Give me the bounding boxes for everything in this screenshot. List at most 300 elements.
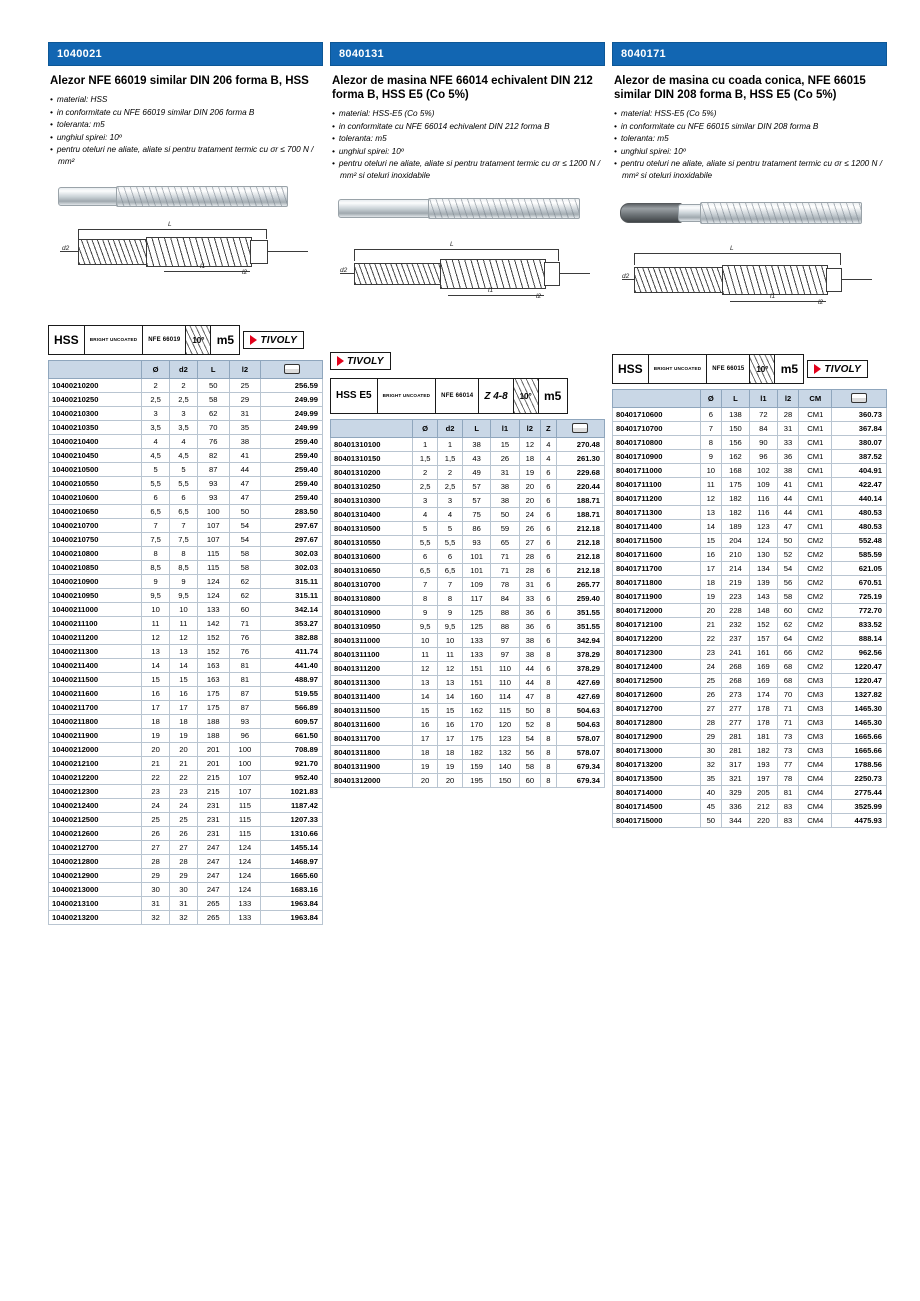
cell-value: 197 xyxy=(749,772,777,786)
cell-price: 360.73 xyxy=(832,408,887,422)
tool-shank xyxy=(338,199,432,218)
table-row[interactable] xyxy=(49,659,323,673)
cell-price: 1683.16 xyxy=(261,883,323,897)
box-icon xyxy=(284,364,300,374)
table-row[interactable] xyxy=(49,869,323,883)
cell-value: 97 xyxy=(491,648,519,662)
cell-article-code: 80401712200 xyxy=(613,632,701,646)
col-l2: l2 xyxy=(519,420,541,438)
cell-price: 1021.83 xyxy=(261,785,323,799)
table-row[interactable] xyxy=(49,757,323,771)
cell-value: 107 xyxy=(197,519,229,533)
cell-value: 124 xyxy=(229,883,261,897)
cell-value: 107 xyxy=(197,533,229,547)
table-row[interactable] xyxy=(613,436,887,450)
table-row[interactable] xyxy=(49,533,323,547)
cell-value: 31 xyxy=(229,407,261,421)
badge-flute-count xyxy=(478,378,513,414)
cell-value: 12 xyxy=(700,492,721,506)
badge-hss-e5 xyxy=(330,378,378,414)
cell-price: 679.34 xyxy=(556,760,604,774)
table-row[interactable] xyxy=(49,855,323,869)
cell-value: 28 xyxy=(519,564,541,578)
cell-value: 268 xyxy=(721,674,749,688)
cell-value: 14 xyxy=(413,690,438,704)
cell-value: 47 xyxy=(519,690,541,704)
table-row[interactable] xyxy=(613,730,887,744)
cell-value: 115 xyxy=(229,799,261,813)
tool-taper-shank xyxy=(620,203,682,223)
cell-value: 93 xyxy=(197,477,229,491)
cell-value: 2 xyxy=(413,466,438,480)
cell-value: 76 xyxy=(229,631,261,645)
cell-value: 188 xyxy=(197,715,229,729)
cell-value: 29 xyxy=(170,869,198,883)
cell-value: 84 xyxy=(491,592,519,606)
cell-value: 9 xyxy=(700,450,721,464)
cell-value: 130 xyxy=(749,548,777,562)
cell-value: 6 xyxy=(541,606,556,620)
table-row[interactable] xyxy=(49,799,323,813)
table-row[interactable] xyxy=(49,785,323,799)
cell-price: 315.11 xyxy=(261,589,323,603)
cell-value: CM1 xyxy=(799,506,832,520)
cell-value: 62 xyxy=(229,589,261,603)
cell-value: 3 xyxy=(142,407,170,421)
table-row[interactable] xyxy=(331,564,605,578)
table-row[interactable] xyxy=(613,534,887,548)
table-row[interactable] xyxy=(49,449,323,463)
cell-value: 13 xyxy=(413,676,438,690)
cell-value: 115 xyxy=(229,813,261,827)
table-row[interactable] xyxy=(613,688,887,702)
brand-logo-tivoly xyxy=(243,331,304,349)
cell-value: 204 xyxy=(721,534,749,548)
table-row[interactable] xyxy=(49,673,323,687)
brand-label: TIVOLY xyxy=(824,363,861,375)
badge-label: NFE 66019 xyxy=(148,337,181,343)
badge-norm xyxy=(142,325,186,355)
spec-item: • unghiul spirei: 10º xyxy=(332,146,605,158)
table-row[interactable] xyxy=(49,687,323,701)
cell-value: 6 xyxy=(438,550,463,564)
cell-value: 12 xyxy=(413,662,438,676)
cell-value: 14 xyxy=(142,659,170,673)
cell-value: 3 xyxy=(170,407,198,421)
table-row[interactable] xyxy=(331,550,605,564)
spec-item: • toleranta: m5 xyxy=(50,119,323,131)
spec-item: • unghiul spirei: 10º xyxy=(50,132,323,144)
cell-article-code: 10400212400 xyxy=(49,799,142,813)
table-row[interactable] xyxy=(49,631,323,645)
table-row[interactable] xyxy=(331,480,605,494)
cell-article-code: 10400213100 xyxy=(49,897,142,911)
table-row[interactable] xyxy=(49,407,323,421)
cell-price: 259.40 xyxy=(261,477,323,491)
cell-article-code: 10400210450 xyxy=(49,449,142,463)
cell-value: 7,5 xyxy=(170,533,198,547)
col-l2: l2 xyxy=(777,390,798,408)
label-L: L xyxy=(168,221,172,228)
table-row[interactable] xyxy=(613,758,887,772)
table-row[interactable] xyxy=(331,466,605,480)
cell-article-code: 10400212900 xyxy=(49,869,142,883)
table-row[interactable] xyxy=(49,645,323,659)
cell-value: 27 xyxy=(519,536,541,550)
table-row[interactable] xyxy=(49,617,323,631)
cell-article-code: 10400212500 xyxy=(49,813,142,827)
cell-value: 21 xyxy=(142,757,170,771)
table-row[interactable] xyxy=(49,841,323,855)
table-row[interactable] xyxy=(613,520,887,534)
cell-value: 116 xyxy=(749,492,777,506)
table-row[interactable] xyxy=(49,827,323,841)
cell-value: 13 xyxy=(438,676,463,690)
cell-price: 351.55 xyxy=(556,606,604,620)
label-l2: l2 xyxy=(536,293,542,300)
table-row[interactable] xyxy=(331,452,605,466)
cell-value: 36 xyxy=(519,620,541,634)
table-row[interactable] xyxy=(331,704,605,718)
cell-value: 56 xyxy=(519,746,541,760)
table-row[interactable] xyxy=(613,786,887,800)
cell-value: 115 xyxy=(197,547,229,561)
table-row[interactable] xyxy=(49,603,323,617)
cell-value: 125 xyxy=(463,606,491,620)
cell-value: 25 xyxy=(700,674,721,688)
table-row[interactable] xyxy=(613,478,887,492)
cell-value: 125 xyxy=(463,620,491,634)
cell-value: 336 xyxy=(721,800,749,814)
cell-value: 5,5 xyxy=(170,477,198,491)
cell-price: 261.30 xyxy=(556,452,604,466)
tool-flutes xyxy=(700,202,862,224)
cell-value: 195 xyxy=(463,774,491,788)
cell-value: 31 xyxy=(777,422,798,436)
cell-value: 344 xyxy=(721,814,749,828)
table-row[interactable] xyxy=(331,732,605,746)
cell-value: 281 xyxy=(721,730,749,744)
cell-price: 585.59 xyxy=(832,548,887,562)
cell-value: 178 xyxy=(749,702,777,716)
table-row[interactable] xyxy=(49,729,323,743)
cell-value: CM2 xyxy=(799,576,832,590)
cell-value: 27 xyxy=(700,702,721,716)
cell-article-code: 80401310800 xyxy=(331,592,413,606)
table-row[interactable] xyxy=(331,522,605,536)
table-row[interactable] xyxy=(613,492,887,506)
cell-price: 270.48 xyxy=(556,438,604,452)
cell-value: 8 xyxy=(413,592,438,606)
cell-value: 7 xyxy=(438,578,463,592)
cell-value: 156 xyxy=(721,436,749,450)
cell-value: 8 xyxy=(700,436,721,450)
table-row[interactable] xyxy=(331,592,605,606)
table-row[interactable] xyxy=(49,575,323,589)
table-row[interactable] xyxy=(49,589,323,603)
cell-value: 143 xyxy=(749,590,777,604)
table-row[interactable] xyxy=(331,774,605,788)
table-row[interactable] xyxy=(331,676,605,690)
product-illustration-1 xyxy=(48,173,323,323)
cell-price: 1665.60 xyxy=(261,869,323,883)
cell-value: CM1 xyxy=(799,478,832,492)
table-row[interactable] xyxy=(49,743,323,757)
table-row[interactable] xyxy=(49,477,323,491)
badge-helix-angle xyxy=(749,354,775,384)
cell-value: 107 xyxy=(229,785,261,799)
cell-value: 22 xyxy=(142,771,170,785)
cell-article-code: 80401311400 xyxy=(331,690,413,704)
table-row[interactable] xyxy=(331,746,605,760)
cell-value: 20 xyxy=(142,743,170,757)
cell-value: 87 xyxy=(229,701,261,715)
cell-article-code: 80401310400 xyxy=(331,508,413,522)
cell-value: CM2 xyxy=(799,632,832,646)
cell-value: 62 xyxy=(777,618,798,632)
table-row[interactable] xyxy=(613,548,887,562)
cell-article-code: 10400210650 xyxy=(49,505,142,519)
cell-value: 133 xyxy=(463,648,491,662)
cell-value: CM1 xyxy=(799,422,832,436)
cell-value: 18 xyxy=(170,715,198,729)
cell-value: 14 xyxy=(438,690,463,704)
cell-value: 5 xyxy=(142,463,170,477)
badge-tolerance xyxy=(774,354,804,384)
table-row[interactable] xyxy=(331,620,605,634)
cell-value: 228 xyxy=(721,604,749,618)
table-row[interactable] xyxy=(49,421,323,435)
cell-article-code: 80401311500 xyxy=(331,704,413,718)
cell-article-code: 80401711400 xyxy=(613,520,701,534)
label-l1: l1 xyxy=(488,287,494,294)
cell-value: 44 xyxy=(777,506,798,520)
col-barcode xyxy=(331,420,413,438)
cell-value: CM3 xyxy=(799,744,832,758)
table-row[interactable] xyxy=(613,408,887,422)
badge-tolerance xyxy=(210,325,240,355)
cell-price: 249.99 xyxy=(261,393,323,407)
table-row[interactable] xyxy=(331,648,605,662)
table-row[interactable] xyxy=(613,590,887,604)
cell-value: 15 xyxy=(142,673,170,687)
cell-value: 26 xyxy=(142,827,170,841)
table-row[interactable] xyxy=(49,505,323,519)
table-row[interactable] xyxy=(331,438,605,452)
cell-value: 6 xyxy=(541,480,556,494)
table-row[interactable] xyxy=(613,450,887,464)
cell-price: 283.50 xyxy=(261,505,323,519)
cell-price: 480.53 xyxy=(832,520,887,534)
cell-value: 43 xyxy=(463,452,491,466)
cell-price: 380.07 xyxy=(832,436,887,450)
cell-article-code: 80401310200 xyxy=(331,466,413,480)
cell-value: 96 xyxy=(749,450,777,464)
table-body-3 xyxy=(613,408,887,828)
cell-value: 101 xyxy=(463,550,491,564)
cell-value: 44 xyxy=(519,676,541,690)
cell-value: 170 xyxy=(463,718,491,732)
cell-value: 70 xyxy=(197,421,229,435)
cell-value: 7 xyxy=(413,578,438,592)
table-row[interactable] xyxy=(613,576,887,590)
cell-value: 50 xyxy=(491,508,519,522)
cell-value: 60 xyxy=(777,604,798,618)
table-row[interactable] xyxy=(49,547,323,561)
cell-value: 182 xyxy=(721,506,749,520)
cell-value: 25 xyxy=(142,813,170,827)
cell-value: 96 xyxy=(229,729,261,743)
cell-value: 16 xyxy=(700,548,721,562)
cell-value: 50 xyxy=(229,505,261,519)
cell-value: 22 xyxy=(700,632,721,646)
triangle-icon xyxy=(814,364,821,374)
feature-badges-3 xyxy=(612,354,887,384)
table-row[interactable] xyxy=(331,494,605,508)
table-row[interactable] xyxy=(49,379,323,393)
cell-price: 212.18 xyxy=(556,522,604,536)
cell-value: 11 xyxy=(170,617,198,631)
cell-value: 124 xyxy=(749,534,777,548)
cell-value: 18 xyxy=(700,576,721,590)
cell-value: 117 xyxy=(463,592,491,606)
cell-price: 404.91 xyxy=(832,464,887,478)
table-row[interactable] xyxy=(613,674,887,688)
cell-value: 82 xyxy=(197,449,229,463)
table-row[interactable] xyxy=(613,800,887,814)
cell-value: 150 xyxy=(491,774,519,788)
table-row[interactable] xyxy=(49,701,323,715)
cell-value: 169 xyxy=(749,674,777,688)
cell-value: 24 xyxy=(142,799,170,813)
cell-value: 38 xyxy=(463,438,491,452)
table-row[interactable] xyxy=(613,562,887,576)
table-row[interactable] xyxy=(613,702,887,716)
cell-value: 28 xyxy=(777,408,798,422)
cell-value: 7 xyxy=(700,422,721,436)
table-row[interactable] xyxy=(331,578,605,592)
cell-article-code: 10400213200 xyxy=(49,911,142,925)
table-row[interactable] xyxy=(613,646,887,660)
cell-value: 6 xyxy=(541,494,556,508)
cell-value: 23 xyxy=(170,785,198,799)
col-price xyxy=(832,390,887,408)
table-row[interactable] xyxy=(331,606,605,620)
table-row[interactable] xyxy=(613,772,887,786)
table-row[interactable] xyxy=(49,715,323,729)
table-row[interactable] xyxy=(49,463,323,477)
cell-value: CM4 xyxy=(799,800,832,814)
cell-price: 519.55 xyxy=(261,687,323,701)
cell-article-code: 10400211700 xyxy=(49,701,142,715)
badge-bright-uncoated xyxy=(648,354,708,384)
cell-value: 35 xyxy=(700,772,721,786)
table-row[interactable] xyxy=(49,911,323,925)
table-row[interactable] xyxy=(331,718,605,732)
table-row[interactable] xyxy=(49,561,323,575)
table-row[interactable] xyxy=(613,422,887,436)
cell-value: 6 xyxy=(700,408,721,422)
badge-label: m5 xyxy=(216,333,235,347)
cell-value: 268 xyxy=(721,660,749,674)
cell-article-code: 80401311200 xyxy=(331,662,413,676)
cell-value: CM2 xyxy=(799,562,832,576)
badge-bright-uncoated xyxy=(84,325,144,355)
table-row[interactable] xyxy=(613,716,887,730)
cell-value: 30 xyxy=(700,744,721,758)
cell-value: 31 xyxy=(142,897,170,911)
drawing-shank xyxy=(354,263,442,285)
cell-price: 353.27 xyxy=(261,617,323,631)
brand-label: TIVOLY xyxy=(347,355,384,367)
table-row[interactable] xyxy=(613,618,887,632)
table-row[interactable] xyxy=(331,634,605,648)
cell-value: 140 xyxy=(491,760,519,774)
table-row[interactable] xyxy=(613,632,887,646)
table-row[interactable] xyxy=(331,662,605,676)
cell-value: 30 xyxy=(142,883,170,897)
cell-value: 24 xyxy=(700,660,721,674)
col-L: L xyxy=(721,390,749,408)
cell-value: 68 xyxy=(777,674,798,688)
technical-drawing xyxy=(622,245,874,315)
table-row[interactable] xyxy=(331,508,605,522)
cell-value: 71 xyxy=(777,716,798,730)
table-row[interactable] xyxy=(49,771,323,785)
cell-price: 315.11 xyxy=(261,575,323,589)
table-row[interactable] xyxy=(49,519,323,533)
table-row[interactable] xyxy=(613,814,887,828)
cell-value: CM2 xyxy=(799,534,832,548)
table-row[interactable] xyxy=(49,393,323,407)
cell-article-code: 80401713000 xyxy=(613,744,701,758)
cell-value: 38 xyxy=(519,634,541,648)
cell-value: 58 xyxy=(519,760,541,774)
spec-item: • in conformitate cu NFE 66019 similar DIN 206 forma B xyxy=(50,107,323,119)
cell-price: 566.89 xyxy=(261,701,323,715)
table-row[interactable] xyxy=(613,744,887,758)
table-row[interactable] xyxy=(613,506,887,520)
cell-value: 3 xyxy=(413,494,438,508)
cell-article-code: 10400210750 xyxy=(49,533,142,547)
cell-price: 1963.84 xyxy=(261,911,323,925)
table-row[interactable] xyxy=(49,435,323,449)
table-row[interactable] xyxy=(331,536,605,550)
product-code-badge: 1040021 xyxy=(48,42,323,66)
cell-value: 20 xyxy=(519,480,541,494)
cell-value: 26 xyxy=(170,827,198,841)
cell-value: 19 xyxy=(413,760,438,774)
table-row[interactable] xyxy=(49,491,323,505)
table-row[interactable] xyxy=(613,604,887,618)
table-row[interactable] xyxy=(49,897,323,911)
table-row[interactable] xyxy=(49,813,323,827)
table-row[interactable] xyxy=(331,690,605,704)
table-row[interactable] xyxy=(613,464,887,478)
cell-value: CM2 xyxy=(799,618,832,632)
cell-article-code: 10400212200 xyxy=(49,771,142,785)
cell-value: 54 xyxy=(519,732,541,746)
cell-article-code: 80401310100 xyxy=(331,438,413,452)
table-row[interactable] xyxy=(331,760,605,774)
cell-value: 124 xyxy=(229,841,261,855)
cell-value: CM1 xyxy=(799,436,832,450)
table-row[interactable] xyxy=(49,883,323,897)
table-row[interactable] xyxy=(613,660,887,674)
cell-value: CM1 xyxy=(799,492,832,506)
badge-label: Z 4-8 xyxy=(484,390,508,402)
cell-price: 921.70 xyxy=(261,757,323,771)
